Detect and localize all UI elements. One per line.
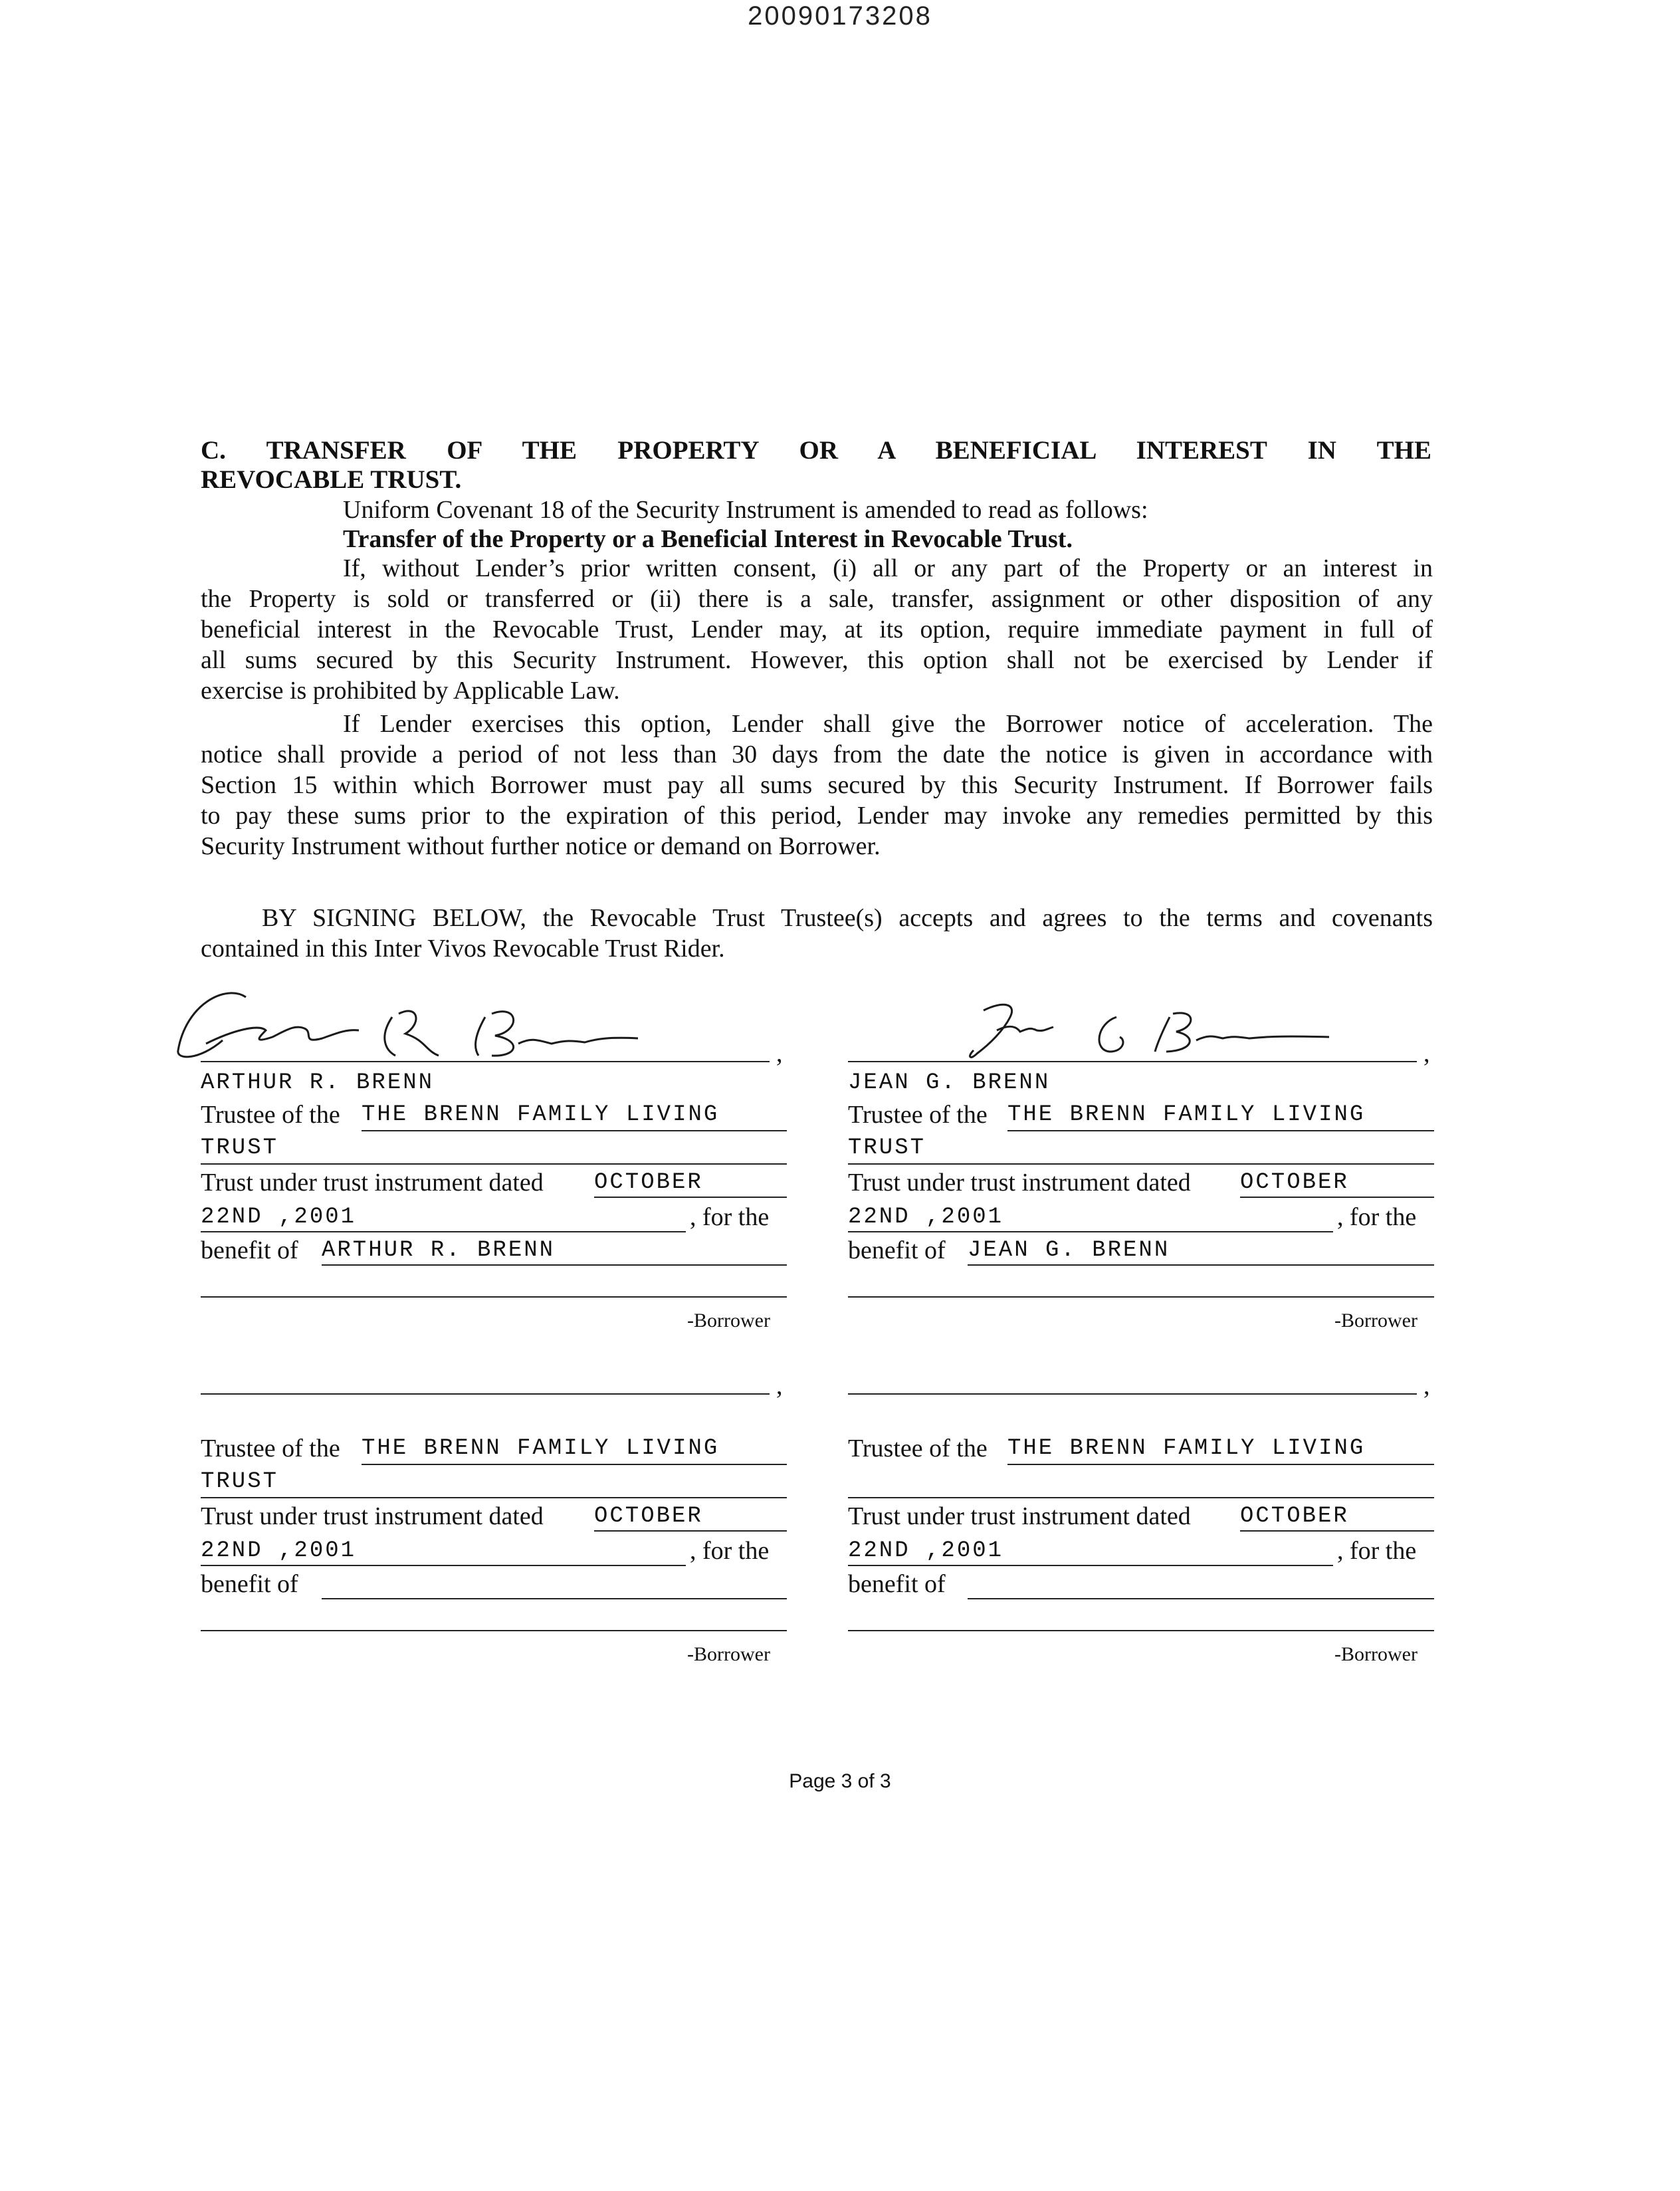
borrower-label: -Borrower [1334,1643,1418,1665]
field-underline [968,1598,1434,1599]
beneficiary: JEAN G. BRENN [968,1238,1170,1263]
signature-line [201,1393,770,1395]
trustee-of-label: Trustee of the [848,1435,988,1462]
handwritten-signature-arthur [159,977,678,1070]
signer-name: ARTHUR R. BRENN [201,1070,435,1096]
paragraph-1-line-1: If, without Lender’s prior written consent, (i) all or any part of the Property or an interest in [343,554,1433,582]
paragraph-1-line-4: all sums secured by this Security Instrument. However, this option shall not be exercised by Lender if [201,646,1433,674]
trust-date-continued: 22ND ,2001 [848,1205,1004,1230]
field-underline [594,1530,787,1532]
for-the-label: , for the [1337,1537,1417,1565]
beneficiary: ARTHUR R. BRENN [322,1238,556,1263]
for-the-label: , for the [1337,1203,1417,1231]
paragraph-2-line-1: If Lender exercises this option, Lender shall give the Borrower notice of acceleration. The [343,710,1433,738]
borrower-label: -Borrower [1334,1310,1418,1331]
borrower-label: -Borrower [687,1310,770,1331]
trust-date: OCTOBER [594,1170,703,1195]
trust-name-continued: TRUST [848,1135,926,1161]
trustee-of-label: Trustee of the [201,1101,340,1129]
comma: , [776,1040,783,1068]
trust-dated-label: Trust under trust instrument dated [848,1169,1191,1197]
trust-date-continued: 22ND ,2001 [201,1205,357,1230]
field-underline [594,1197,787,1198]
field-underline [362,1130,787,1131]
field-underline [201,1497,787,1498]
trustee-of-label: Trustee of the [848,1101,988,1129]
benefit-of-label: benefit of [201,1570,298,1598]
section-heading: C. TRANSFER OF THE PROPERTY OR A BENEFICIAL INTEREST IN THE [201,436,1431,465]
field-underline [201,1565,686,1566]
trust-date: OCTOBER [1240,1504,1349,1529]
field-underline [848,1497,1434,1498]
for-the-label: , for the [690,1203,770,1231]
field-underline [848,1296,1434,1298]
field-underline [1007,1464,1434,1465]
page-number: Page 3 of 3 [789,1770,891,1792]
trust-date: OCTOBER [594,1504,703,1529]
signature-line [201,1061,770,1062]
signature-line [848,1061,1417,1062]
paragraph-2-line-4: to pay these sums prior to the expiration of this period, Lender may invoke any remedies permitted by this [201,802,1433,830]
paragraph-1-line-3: beneficial interest in the Revocable Trust, Lender may, at its option, require immediate payment in full of [201,616,1433,643]
benefit-of-label: benefit of [201,1236,298,1264]
paragraph-2-line-5: Security Instrument without further notice or demand on Borrower. [201,832,881,860]
field-underline [848,1565,1333,1566]
trust-dated-label: Trust under trust instrument dated [848,1502,1191,1530]
trust-dated-label: Trust under trust instrument dated [201,1502,544,1530]
trust-name: THE BRENN FAMILY LIVING [1007,1102,1366,1127]
field-underline [322,1598,787,1599]
paragraph-2-line-3: Section 15 within which Borrower must pay all sums secured by this Security Instrument. If Borrower fails [201,771,1433,799]
document-number: 20090173208 [748,1,932,31]
trust-name-continued: TRUST [201,1135,279,1161]
field-underline [1007,1130,1434,1131]
borrower-label: -Borrower [687,1643,770,1665]
field-underline [362,1464,787,1465]
trust-name: THE BRENN FAMILY LIVING [1007,1436,1366,1461]
paragraph-2-line-2: notice shall provide a period of not less than 30 days from the date the notice is given in accordance with [201,741,1433,768]
field-underline [1240,1530,1434,1532]
field-underline [848,1630,1434,1631]
trust-name-continued: TRUST [201,1469,279,1494]
for-the-label: , for the [690,1537,770,1565]
field-underline [848,1231,1333,1232]
trust-name: THE BRENN FAMILY LIVING [362,1102,720,1127]
covenant-subheading: Transfer of the Property or a Beneficial Interest in Revocable Trust. [343,525,1073,553]
paragraph-1-line-5: exercise is prohibited by Applicable Law. [201,677,620,705]
comma: , [776,1372,783,1400]
covenant-intro: Uniform Covenant 18 of the Security Instrument is amended to read as follows: [343,496,1148,524]
trustee-of-label: Trustee of the [201,1435,340,1462]
field-underline [201,1630,787,1631]
handwritten-signature-jean [904,990,1369,1070]
trust-date-continued: 22ND ,2001 [201,1538,357,1563]
field-underline [848,1163,1434,1165]
comma: , [1423,1372,1430,1400]
benefit-of-label: benefit of [848,1570,946,1598]
paragraph-1-line-2: the Property is sold or transferred or (ii) there is a sale, transfer, assignment or other disposition of any [201,585,1433,613]
trust-dated-label: Trust under trust instrument dated [201,1169,544,1197]
field-underline [201,1231,686,1232]
field-underline [322,1264,787,1266]
signing-statement-line-2: contained in this Inter Vivos Revocable Trust Rider. [201,935,725,963]
trust-name: THE BRENN FAMILY LIVING [362,1436,720,1461]
field-underline [201,1163,787,1165]
benefit-of-label: benefit of [848,1236,946,1264]
trust-date-continued: 22ND ,2001 [848,1538,1004,1563]
trust-date: OCTOBER [1240,1170,1349,1195]
field-underline [201,1296,787,1298]
comma: , [1423,1040,1430,1068]
field-underline [1240,1197,1434,1198]
field-underline [968,1264,1434,1266]
section-heading-continued: REVOCABLE TRUST. [201,465,462,494]
signature-line [848,1393,1417,1395]
signing-statement-line-1: BY SIGNING BELOW, the Revocable Trust Trustee(s) accepts and agrees to the terms and covenants [262,904,1433,932]
signer-name: JEAN G. BRENN [848,1070,1051,1096]
